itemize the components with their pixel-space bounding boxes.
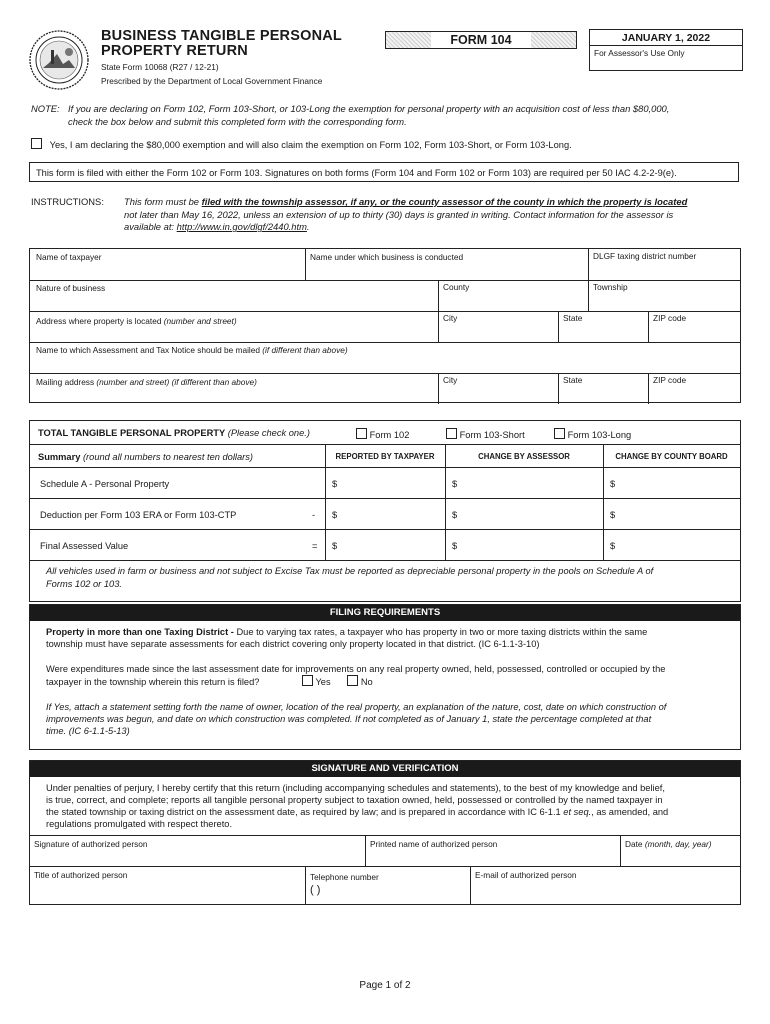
schedule-a-board-field[interactable]: $ <box>610 479 616 489</box>
signature-section <box>29 760 741 905</box>
township-field[interactable]: Township <box>593 282 628 292</box>
yes-checkbox[interactable] <box>302 675 313 686</box>
deduction-operator: - <box>312 510 316 520</box>
final-value-label: Final Assessed Value <box>40 541 129 551</box>
filing-requirements-section <box>29 604 741 750</box>
deduction-assessor-field[interactable]: $ <box>452 510 458 520</box>
signature-title: SIGNATURE AND VERIFICATION <box>30 761 740 777</box>
mailing-state-field[interactable]: State <box>563 375 583 385</box>
if-yes-instructions: If Yes, attach a statement setting forth the name of owner, location of the real property, an explanation of the nature, cost, date on which construction of improvements was begun, and date on which construction was completed. If not completed as of January 1, state the percentage completed at that time. (IC 6-1.1-5-13) <box>46 702 667 736</box>
filing-requirements-title: FILING REQUIREMENTS <box>30 605 740 621</box>
final-value-board-field[interactable]: $ <box>610 541 616 551</box>
form-title: BUSINESS TANGIBLE PERSONAL PROPERTY RETURN <box>101 28 342 59</box>
summary-label: Summary (round all numbers to nearest ten dollars) <box>38 452 253 462</box>
mailing-zip-field[interactable]: ZIP code <box>653 375 687 385</box>
zip-field[interactable]: ZIP code <box>653 313 687 323</box>
mailing-name-field[interactable]: Name to which Assessment and Tax Notice should be mailed (if different than above) <box>36 345 348 355</box>
expenditures-question: Were expenditures made since the last assessment date for improvements on any real property owned, held, possessed, controlled or occupied by the taxpayer in the township wherein this return is filed? Yes No <box>46 664 666 687</box>
deduction-board-field[interactable]: $ <box>610 510 616 520</box>
final-value-taxpayer-field[interactable]: $ <box>332 541 338 551</box>
taxpayer-name-field[interactable]: Name of taxpayer <box>36 252 102 262</box>
total-property-label: TOTAL TANGIBLE PERSONAL PROPERTY (Please check one.) <box>38 428 310 438</box>
printed-name-field[interactable]: Printed name of authorized person <box>370 839 498 849</box>
deduction-label: Deduction per Form 103 ERA or Form 103-CTP <box>40 510 237 520</box>
filed-with-notice: This form is filed with either the Form 102 or Form 103. Signatures on both forms (Form 104 and Form 102 or Form 103) are required per 50 IAC 4.2-2-9(e). <box>29 162 739 182</box>
signature-field[interactable]: Signature of authorized person <box>34 839 148 849</box>
final-value-assessor-field[interactable]: $ <box>452 541 458 551</box>
deduction-taxpayer-field[interactable]: $ <box>332 510 338 520</box>
yes-option[interactable]: Yes <box>302 677 331 687</box>
email-field[interactable]: E-mail of authorized person <box>475 870 577 880</box>
no-checkbox[interactable] <box>347 675 358 686</box>
state-form-number: State Form 10068 (R27 / 12-21) <box>101 62 219 72</box>
form-102-option[interactable]: Form 102 <box>352 425 413 443</box>
schedule-a-taxpayer-field[interactable]: $ <box>332 479 338 489</box>
county-field[interactable]: County <box>443 282 470 292</box>
instructions-block: INSTRUCTIONS: This form must be filed with the township assessor, if any, or the county assessor of the county in which the property is located not later than May 16, 2022, unless an extension of up to thirty (30) days is granted in writing. Contact information for the assessor is available at: http://www.in.gov/dlgf/2440.htm. <box>31 196 688 232</box>
form-103-short-option[interactable]: Form 103-Short <box>442 425 529 443</box>
exemption-checkbox[interactable] <box>31 138 42 149</box>
district-number-field[interactable]: DLGF taxing district number <box>593 251 697 261</box>
exemption-label: Yes, I am declaring the $80,000 exemption and will also claim the exemption on Form 102, Form 103-Short, or Form 103-Long. <box>49 140 572 150</box>
schedule-a-assessor-field[interactable]: $ <box>452 479 458 489</box>
note-block: NOTE: If you are declaring on Form 102, Form 103-Short, or 103-Long the exemption for personal property with an acquisition cost of less than $80,000, check the box below and submit this completed form with the corresponding form. <box>31 103 670 127</box>
business-name-field[interactable]: Name under which business is conducted <box>310 252 464 262</box>
no-option[interactable]: No <box>347 677 372 687</box>
taxing-district-paragraph: Property in more than one Taxing District - Due to varying tax rates, a taxpayer who has property in two or more taxing districts within the same township must have separate assessments for each district covering only property located in that district. (IC 6-1.1-3-10) <box>46 627 648 649</box>
telephone-area-code[interactable]: ( ) <box>310 884 321 896</box>
change-by-assessor-header: CHANGE BY ASSESSOR <box>478 452 570 461</box>
reported-by-taxpayer-header: REPORTED BY TAXPAYER <box>335 452 435 461</box>
assessor-date-box <box>589 29 743 71</box>
state-seal-logo <box>29 30 89 90</box>
assessor-contact-link[interactable]: http://www.in.gov/dlgf/2440.htm <box>176 221 307 232</box>
city-field[interactable]: City <box>443 313 458 323</box>
telephone-field[interactable]: Telephone number ( ) <box>310 872 379 896</box>
vehicles-note: All vehicles used in farm or business and not subject to Excise Tax must be reported as depreciable personal property in the pools on Schedule A of Forms 102 or 103. <box>46 566 654 589</box>
form-103-long-checkbox[interactable] <box>554 428 565 439</box>
mailing-address-field[interactable]: Mailing address (number and street) (if different than above) <box>36 377 257 387</box>
property-address-field[interactable]: Address where property is located (number and street) <box>36 316 237 326</box>
form-103-long-option[interactable]: Form 103-Long <box>550 425 635 443</box>
title-field[interactable]: Title of authorized person <box>34 870 128 880</box>
prescribed-by: Prescribed by the Department of Local Government Finance <box>101 76 323 86</box>
mailing-city-field[interactable]: City <box>443 375 458 385</box>
form-102-checkbox[interactable] <box>356 428 367 439</box>
change-by-county-board-header: CHANGE BY COUNTY BOARD <box>615 452 728 461</box>
assessment-date: JANUARY 1, 2022 <box>590 30 742 46</box>
page-number: Page 1 of 2 <box>359 980 411 991</box>
state-field[interactable]: State <box>563 313 583 323</box>
total-property-table <box>29 420 741 602</box>
final-value-operator: = <box>312 541 318 551</box>
schedule-a-label: Schedule A - Personal Property <box>40 479 170 489</box>
assessor-use-label: For Assessor's Use Only <box>594 48 685 58</box>
perjury-statement: Under penalties of perjury, I hereby certify that this return (including accompanying schedules and statements), to the best of my knowledge and belief, is true, correct, and complete; reports all tangible personal property subject to taxation owned, held, possessed or controlled by the named taxpayer in the stated township or taxing district on the assessment date, as required by law; and is prepared in accordance with IC 6-1.1 et seq., as amended, and regulations promulgated with respect thereto. <box>46 783 669 829</box>
date-field[interactable]: Date (month, day, year) <box>625 839 712 849</box>
form-103-short-checkbox[interactable] <box>446 428 457 439</box>
form-number-banner: FORM 104 <box>385 31 577 49</box>
exemption-checkbox-row[interactable] <box>31 138 572 150</box>
taxpayer-info-grid <box>29 248 741 403</box>
nature-of-business-field[interactable]: Nature of business <box>36 283 106 293</box>
